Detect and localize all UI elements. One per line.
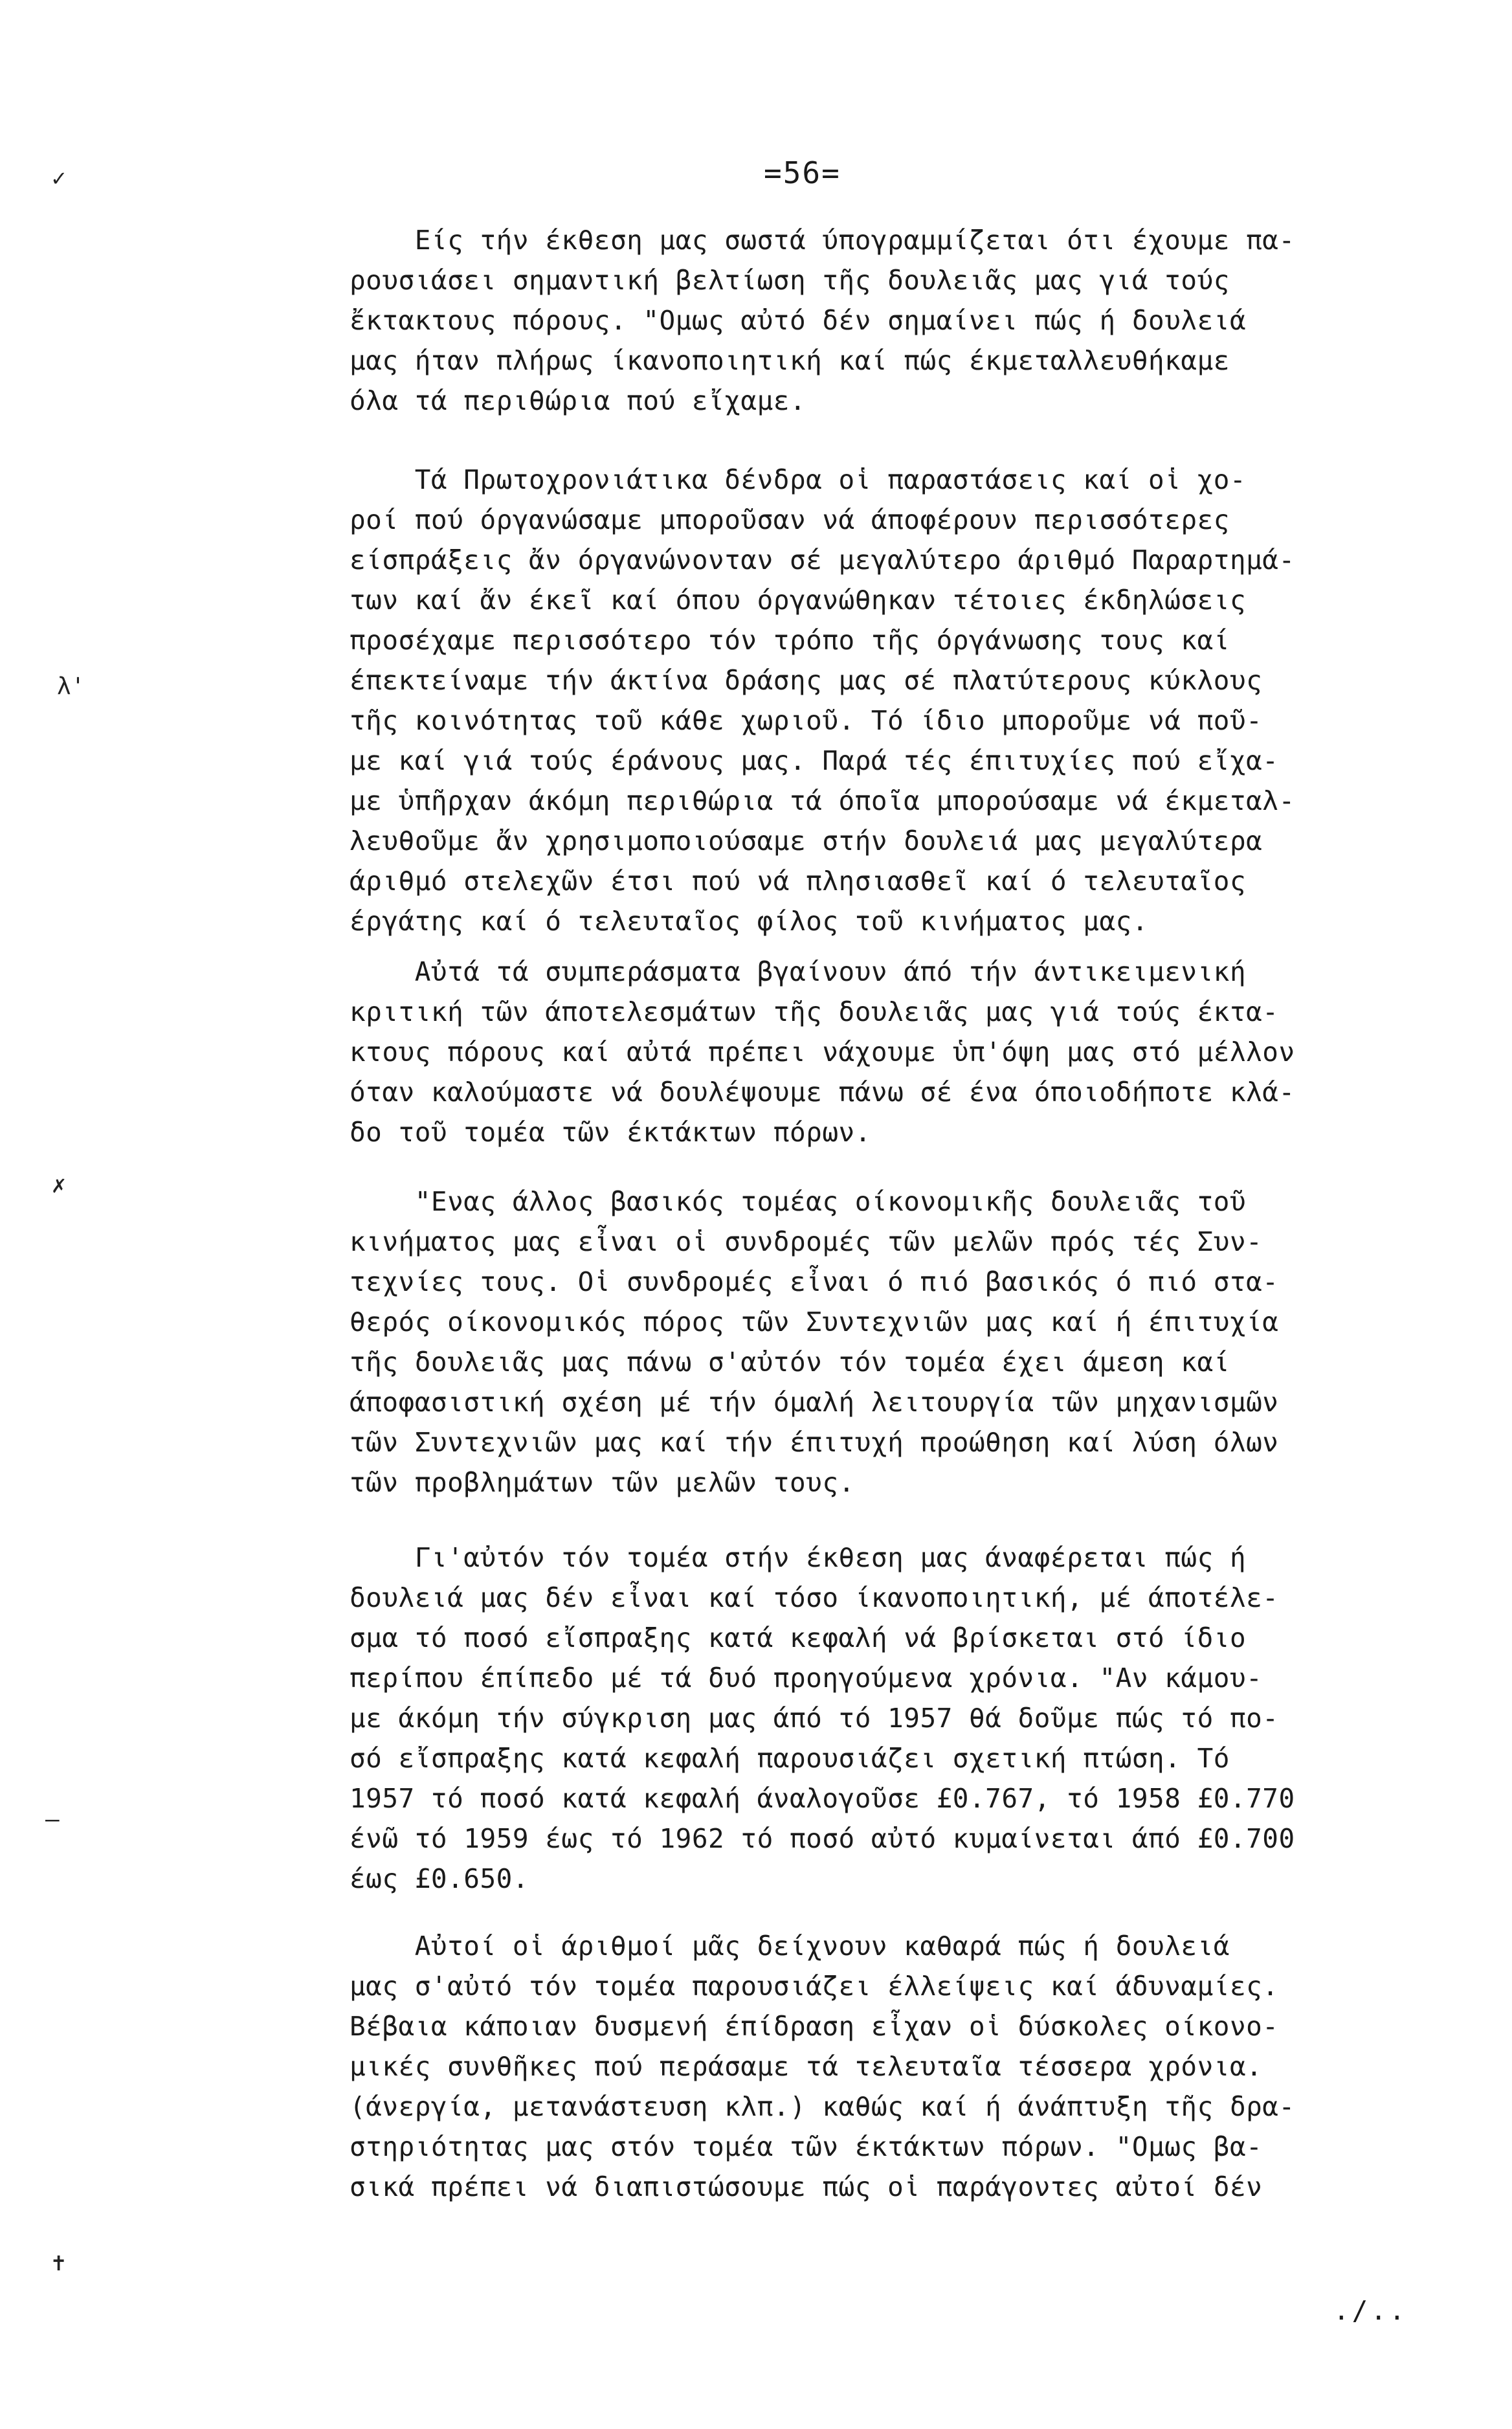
text-line: κριτική τῶν άποτελεσμάτων τῆς δουλειᾶς μας γιά τούς έκτα- (350, 996, 1279, 1027)
text-line: ἔκτακτους πόρους. "Ομως αὐτό δέν σημαίνει πώς ή δουλειά (350, 305, 1247, 336)
text-line: έως £0.650. (350, 1863, 529, 1894)
paragraph (350, 1538, 1508, 1899)
text-line: σμα τό ποσό εἴσπραξης κατά κεφαλή νά βρίσκεται στό ίδιο (350, 1622, 1247, 1653)
margin-mark: λ' (57, 673, 85, 700)
text-line: Αὐτοί οἱ άριθμοί μᾶς δείχνουν καθαρά πώς ή δουλειά (350, 1931, 1230, 1962)
paragraph (350, 460, 1508, 941)
text-line: σό εἴσπραξης κατά κεφαλή παρουσιάζει σχετική πτώση. Τό (350, 1743, 1230, 1774)
text-line: 1957 τό ποσό κατά κεφαλή άναλογοῦσε £0.767, τό 1958 £0.770 (350, 1783, 1295, 1814)
page-number: =56= (764, 155, 841, 190)
text-line: τῆς κοινότητας τοῦ κάθε χωριοῦ. Τό ίδιο μποροῦμε νά ποῦ- (350, 705, 1263, 736)
text-line: προσέχαμε περισσότερο τόν τρόπο τῆς όργάνωσης τους καί (350, 625, 1230, 656)
text-line: άποφασιστική σχέση μέ τήν όμαλή λειτουργία τῶν μηχανισμῶν (350, 1387, 1279, 1418)
margin-mark: ✗ (52, 1172, 66, 1198)
text-line: κτους πόρους καί αὐτά πρέπει νάχουμε ὑπ'όψη μας στό μέλλον (350, 1036, 1295, 1068)
text-line: τῶν Συντεχνιῶν μας καί τήν έπιτυχή προώθηση καί λύση όλων (350, 1427, 1279, 1458)
text-line: κινήματος μας εἶναι οἱ συνδρομές τῶν μελῶν πρός τές Συν- (350, 1226, 1263, 1257)
text-line: (άνεργία, μετανάστευση κλπ.) καθώς καί ή άνάπτυξη τῆς δρα- (350, 2091, 1295, 2122)
margin-mark: ✓ (52, 165, 66, 192)
text-line: με ὑπῆρχαν άκόμη περιθώρια τά όποῖα μπορούσαμε νά έκμεταλ- (350, 785, 1295, 816)
text-line: ρουσιάσει σημαντική βελτίωση τῆς δουλειᾶς μας γιά τούς (350, 265, 1230, 296)
continuation-mark: ./.. (1333, 2295, 1408, 2326)
text-line: των καί ἄν έκεῖ καί όπου όργανώθηκαν τέτοιες έκδηλώσεις (350, 585, 1247, 616)
text-line: έπεκτείναμε τήν άκτίνα δράσης μας σέ πλατύτερους κύκλους (350, 665, 1263, 696)
text-line: με καί γιά τούς έράνους μας. Παρά τές έπιτυχίες πού εἴχα- (350, 745, 1279, 776)
text-line: μικές συνθῆκες πού περάσαμε τά τελευταῖα τέσσερα χρόνια. (350, 2051, 1263, 2082)
text-line: είσπράξεις ἄν όργανώνονταν σέ μεγαλύτερο άριθμό Παραρτημά- (350, 544, 1295, 576)
text-line: Είς τήν έκθεση μας σωστά ύπογραμμίζεται ότι έχουμε πα- (350, 225, 1295, 256)
text-line: Γι'αὐτόν τόν τομέα στήν έκθεση μας άναφέρεται πώς ή (350, 1542, 1247, 1573)
text-line: με άκόμη τήν σύγκριση μας άπό τό 1957 θά δοῦμε πώς τό πο- (350, 1703, 1279, 1734)
text-line: μας ήταν πλήρως ίκανοποιητική καί πώς έκμεταλλευθήκαμε (350, 345, 1230, 376)
text-line: τῶν προβλημάτων τῶν μελῶν τους. (350, 1467, 855, 1498)
paragraph (350, 1926, 1508, 2207)
paragraph (350, 1181, 1508, 1503)
text-line: ροί πού όργανώσαμε μποροῦσαν νά άποφέρουν περισσότερες (350, 504, 1230, 535)
text-line: λευθοῦμε ἄν χρησιμοποιούσαμε στήν δουλειά μας μεγαλύτερα (350, 825, 1263, 856)
text-line: μας σ'αὐτό τόν τομέα παρουσιάζει έλλείψεις καί άδυναμίες. (350, 1971, 1279, 2002)
paragraph (350, 220, 1508, 421)
text-line: ένῶ τό 1959 έως τό 1962 τό ποσό αὐτό κυμαίνεται άπό £0.700 (350, 1823, 1295, 1854)
text-line: Βέβαια κάποιαν δυσμενή έπίδραση εἶχαν οἱ δύσκολες οίκονο- (350, 2011, 1279, 2042)
text-line: περίπου έπίπεδο μέ τά δυό προηγούμενα χρόνια. "Αν κάμου- (350, 1662, 1263, 1694)
text-line: δο τοῦ τομέα τῶν έκτάκτων πόρων. (350, 1117, 871, 1148)
text-line: Τά Πρωτοχρονιάτικα δένδρα οἱ παραστάσεις καί οἱ χο- (350, 464, 1247, 495)
text-line: σικά πρέπει νά διαπιστώσουμε πώς οἱ παράγοντες αὐτοί δέν (350, 2171, 1263, 2202)
text-line: όταν καλούμαστε νά δουλέψουμε πάνω σέ ένα όποιοδήποτε κλά- (350, 1077, 1295, 1108)
paragraph (350, 952, 1508, 1152)
margin-mark: ✝ (52, 2250, 66, 2276)
text-line: "Ενας άλλος βασικός τομέας οίκονομικῆς δουλειᾶς τοῦ (350, 1186, 1247, 1217)
text-line: άριθμό στελεχῶν έτσι πού νά πλησιασθεῖ καί ό τελευταῖος (350, 866, 1247, 897)
text-line: δουλειά μας δέν εἶναι καί τόσο ίκανοποιητική, μέ άποτέλε- (350, 1582, 1279, 1613)
text-line: θερός οίκονομικός πόρος τῶν Συντεχνιῶν μας καί ή έπιτυχία (350, 1306, 1279, 1338)
text-line: έργάτης καί ό τελευταῖος φίλος τοῦ κινήματος μας. (350, 906, 1149, 937)
text-line: Αὐτά τά συμπεράσματα βγαίνουν άπό τήν άντικειμενική (350, 956, 1247, 987)
text-line: τῆς δουλειᾶς μας πάνω σ'αὐτόν τόν τομέα έχει άμεση καί (350, 1347, 1230, 1378)
margin-mark: — (45, 1806, 60, 1833)
text-line: τεχνίες τους. Οἱ συνδρομές εἶναι ό πιό βασικός ό πιό στα- (350, 1266, 1279, 1297)
text-line: όλα τά περιθώρια πού εἴχαμε. (350, 385, 806, 416)
text-line: στηριότητας μας στόν τομέα τῶν έκτάκτων πόρων. "Ομως βα- (350, 2131, 1263, 2162)
